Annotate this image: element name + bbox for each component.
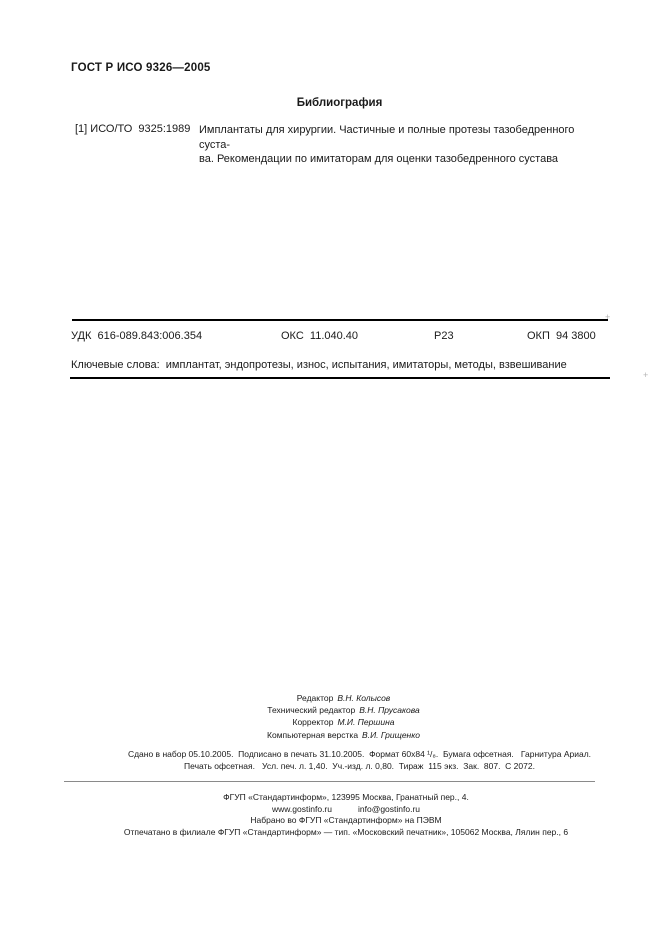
udk-code: УДК 616-089.843:006.354 [71, 330, 203, 342]
section-title-wrap [71, 93, 608, 111]
publisher-typeset-note: Набрано во ФГУП «Стандартинформ» на ПЭВМ [250, 815, 442, 826]
credit-name: В.Н. Колысов [337, 693, 391, 703]
credit-role: Технический редактор [267, 705, 356, 716]
credit-row-layout [71, 729, 616, 741]
publisher-website: www.gostinfo.ru [271, 803, 332, 814]
publisher-block [76, 792, 616, 838]
publisher-contacts [76, 804, 616, 816]
horizontal-rule-top [72, 319, 608, 321]
bibliography-ref-label: [1] ИСО/ТО 9325:1989 [75, 123, 191, 135]
credit-row-corrector [71, 716, 616, 728]
credits-block [71, 692, 616, 741]
credit-role: Компьютерная верстка [267, 729, 359, 740]
section-title: Библиография [296, 97, 383, 109]
credit-row-editor [71, 692, 616, 704]
imprint-line2: Печать офсетная. Усл. печ. л. 1,40. Уч.-изд. л. 0,80. Тираж 115 экз. Зак. 807. С 2072. [184, 760, 535, 771]
bibliography-entry-line1: Имплантаты для хирургии. Частичные и полные протезы тазобедренного суста- [199, 124, 575, 151]
imprint-block [91, 749, 628, 772]
credit-name: М.И. Першина [337, 717, 395, 728]
keywords-line: Ключевые слова: имплантат, эндопротезы, износ, испытания, имитаторы, методы, взвешивание [71, 359, 567, 371]
registration-mark: + [643, 370, 649, 380]
okp-code: ОКП 94 3800 [527, 330, 596, 342]
imprint-line1: Сдано в набор 05.10.2005. Подписано в печать 31.10.2005. Формат 60х84 ¹/₈. Бумага офсетная. Гарнитура Ариал. [127, 749, 592, 759]
bibliography-entry [199, 123, 603, 167]
credit-name: В.Н. Прусакова [359, 705, 420, 716]
credit-row-technical-editor [71, 704, 616, 716]
doc-code: ГОСТ Р ИСО 9326—2005 [71, 62, 211, 74]
credit-role: Редактор [296, 693, 334, 703]
credit-name: В.И. Грищенко [362, 729, 420, 740]
horizontal-rule-thin [64, 781, 595, 782]
publisher-email: info@gostinfo.ru [357, 803, 421, 814]
group-code: Р23 [434, 330, 454, 342]
registration-mark: + [605, 312, 611, 322]
horizontal-rule-keywords [70, 377, 610, 379]
credit-role: Корректор [292, 717, 334, 728]
bibliography-entry-line2: ва. Рекомендации по имитаторам для оценки тазобедренного сустава [199, 153, 559, 165]
publisher-address: ФГУП «Стандартинформ», 123995 Москва, Гранатный пер., 4. [223, 792, 469, 802]
oks-code: ОКС 11.040.40 [281, 330, 359, 342]
publisher-printed-note: Отпечатано в филиале ФГУП «Стандартинформ» — тип. «Московский печатник», 105062 Москва, Лялин пер., 6 [123, 826, 569, 837]
